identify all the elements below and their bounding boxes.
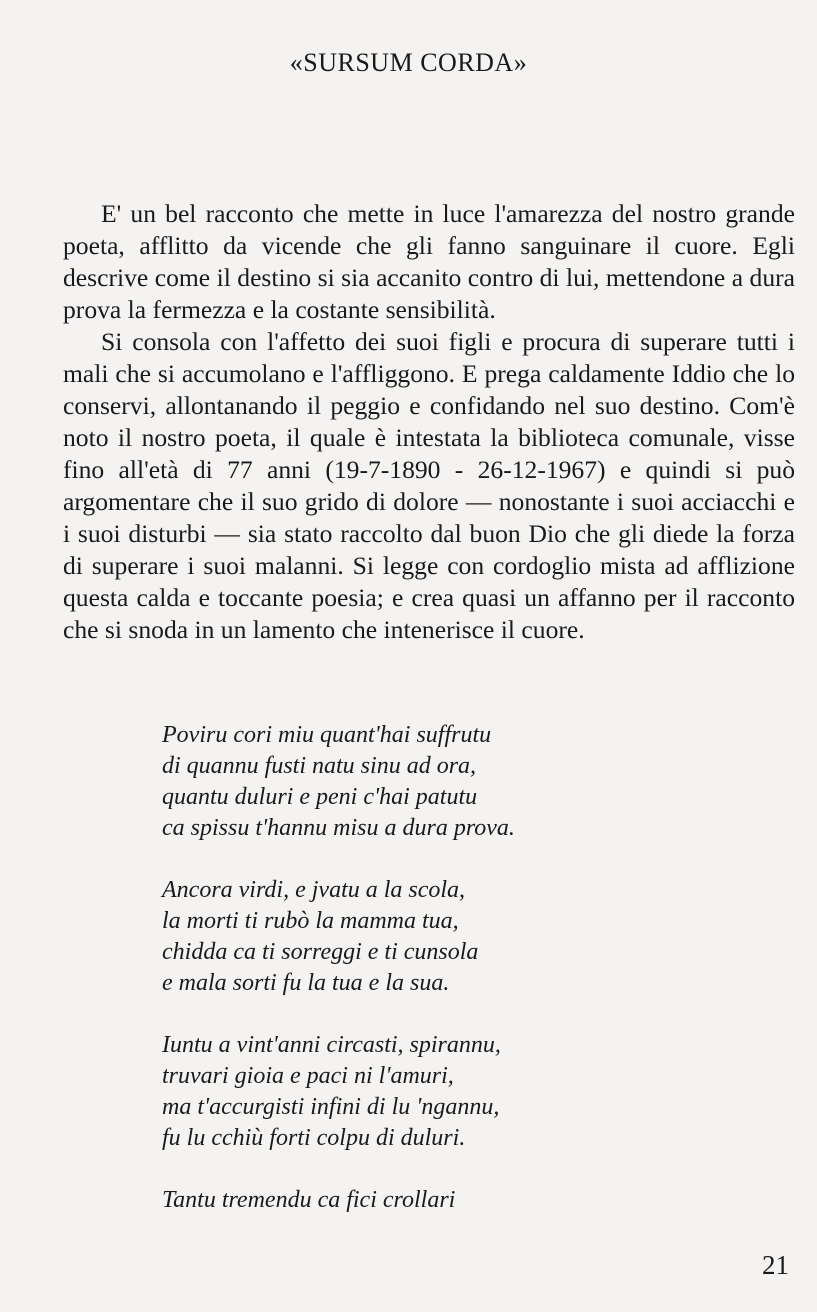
poem-line: Iuntu a vint'anni circasti, spirannu,	[162, 1032, 501, 1058]
poem-stanza-2	[162, 875, 642, 999]
poem-stanza-1	[162, 720, 642, 844]
poem-line: quantu duluri e peni c'hai patutu	[162, 784, 478, 810]
page-title: «SURSUM CORDA»	[289, 48, 528, 77]
poem-line: ma t'accurgisti infini di lu 'ngannu,	[162, 1094, 500, 1120]
poem-line: e mala sorti fu la tua e la sua.	[162, 970, 450, 996]
poem-stanza-3	[162, 1030, 642, 1154]
poem-line: truvari gioia e paci ni l'amuri,	[162, 1063, 454, 1089]
poem-line: Tantu tremendu ca fici crollari	[162, 1187, 456, 1213]
poem-line: chidda ca ti sorreggi e ti cunsola	[162, 939, 479, 965]
prose-body	[63, 198, 795, 646]
poem-line: Ancora virdi, e jvatu a la scola,	[162, 877, 466, 903]
poem-line: di quannu fusti natu sinu ad ora,	[162, 753, 477, 779]
paragraph-2: Si consola con l'affetto dei suoi figli e procura di superare tutti i mali che si accumolano e l'affliggono. E prega caldamente Iddio che lo conservi, allontanando il peggio e confidando nel suo destino. Com'è noto il nostro poeta, il quale è intestata la biblioteca comunale, visse fino all'età di 77 anni (19-7-1890 - 26-12-1967) e quindi si può argomentare che il suo grido di dolore — nonostante i suoi acciacchi e i suoi disturbi — sia stato raccolto dal buon Dio che gli diede la forza di superare i suoi malanni. Si legge con cordoglio mista ad afflizione questa calda e toccante poesia; e crea quasi un affanno per il racconto che si snoda in un lamento che intenerisce il cuore.	[63, 327, 795, 644]
poem-line: la morti ti rubò la mamma tua,	[162, 908, 459, 934]
poem-line: Poviru cori miu quant'hai suffrutu	[162, 722, 492, 748]
poem-line: fu lu cchiù forti colpu di duluri.	[162, 1125, 466, 1151]
paragraph-1: E' un bel racconto che mette in luce l'amarezza del nostro grande poeta, afflitto da vicende che gli fanno sanguinare il cuore. Egli descrive come il destino si sia accanito contro di lui, mettendone a dura prova la fermezza e la costante sensibilità.	[63, 199, 795, 324]
page-number: 21	[762, 1250, 789, 1280]
poem-line: ca spissu t'hannu misu a dura prova.	[162, 815, 515, 841]
poem-stanza-4	[162, 1185, 642, 1216]
